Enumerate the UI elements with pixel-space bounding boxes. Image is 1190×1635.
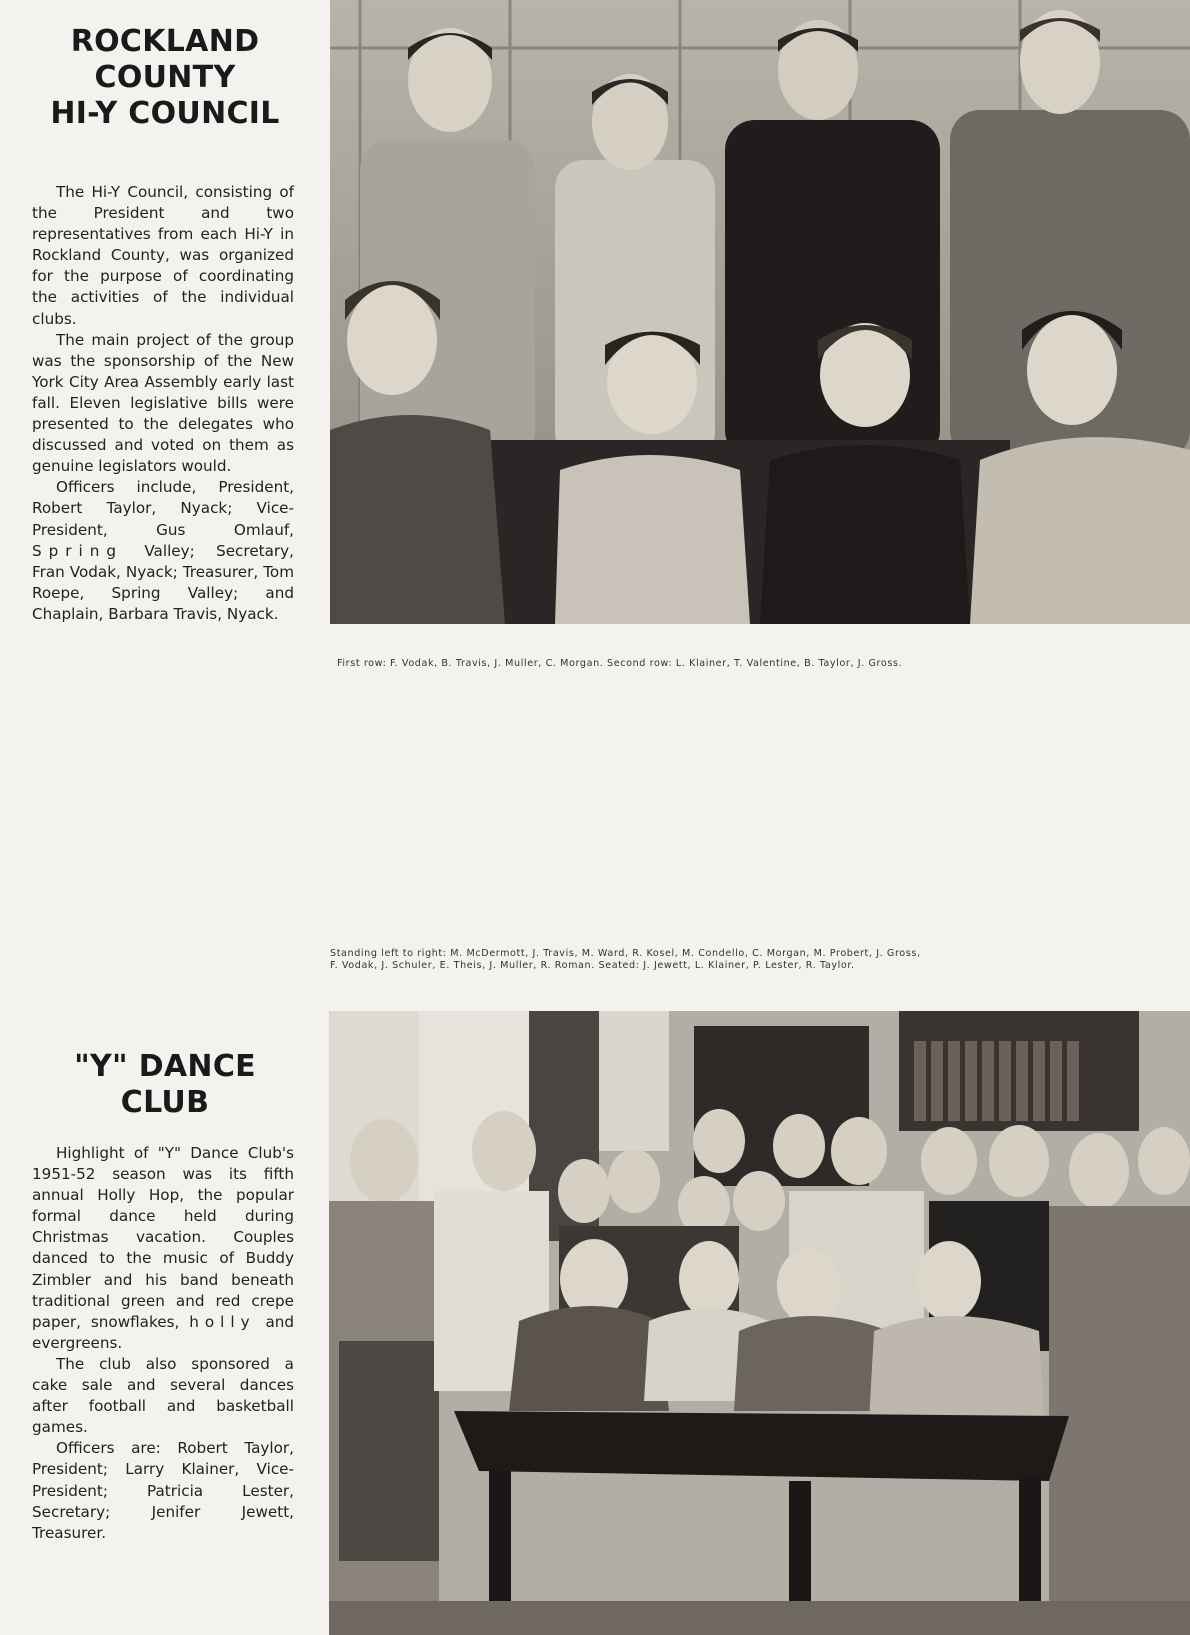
council-heading-line-3: HI-Y COUNCIL [50,96,280,131]
dance-photo-caption [330,948,921,972]
dance-paragraph-3: Officers are: Robert Taylor, President; Larry Klainer, Vice-President; Patricia Lester, Secretary; Jenifer Jewett, Treasurer. [32,1439,294,1542]
dance-heading-line-1: "Y" DANCE [74,1049,256,1084]
council-heading-line-2: COUNTY [94,60,236,95]
council-photo-illustration [330,0,1190,624]
dance-caption-line-2: F. Vodak, J. Schuler, E. Theis, J. Muller, R. Roman. Seated: J. Jewett, L. Klainer, P. Lester, R. Taylor. [330,960,855,971]
dance-paragraph-1 [32,1143,294,1354]
dance-paragraph-1-b: and evergreens. [32,1312,295,1352]
dance-paragraph-2: The club also sponsored a cake sale and several dances after football and basketball games. [32,1354,294,1437]
council-heading-line-1: ROCKLAND [70,24,260,59]
dance-caption-line-1: Standing left to right: M. McDermott, J. Travis, M. Ward, R. Kosel, M. Condello, C. Morgan, M. Probert, J. Gross, [330,948,921,959]
dance-heading [30,1049,300,1121]
council-heading [30,24,300,132]
council-group-photo [330,0,1190,624]
council-article [32,182,294,625]
council-paragraph-3-spaced: Spring [32,541,124,560]
dance-heading-line-2: CLUB [120,1085,210,1120]
dance-paragraph-1-a: Highlight of "Y" Dance Club's 1951-52 season was its fifth annual Holly Hop, the popular formal dance held during Christmas vacation. Couples danced to the music of Buddy Zimbler and his band beneath traditional green and red crepe paper, snowflakes, [32,1144,294,1331]
council-paragraph-3 [32,477,294,625]
dance-paragraph-1-spaced: holly [189,1312,256,1331]
council-paragraph-1: The Hi-Y Council, consisting of the President and two representatives from each Hi-Y in Rockland County, was organized for the purpose of coordinating the activities of the individual clubs. [32,183,294,328]
dance-article [32,1143,294,1544]
dance-photo-illustration [329,1011,1190,1635]
council-photo-caption: First row: F. Vodak, B. Travis, J. Muller, C. Morgan. Second row: L. Klainer, T. Valentine, B. Taylor, J. Gross. [337,658,903,669]
council-paragraph-2: The main project of the group was the sponsorship of the New York City Area Assembly early last fall. Eleven legislative bills were presented to the delegates who discussed and voted on them as genuine legislators would. [32,330,294,476]
council-paragraph-3-a: Officers include, President, Robert Taylor, Nyack; Vice-President, Gus Omlauf, [32,478,294,539]
dance-club-group-photo [329,1011,1190,1635]
council-paragraph-3-b: Valley; Secretary, Fran Vodak, Nyack; Treasurer, Tom Roepe, Spring Valley; and Chaplain, Barbara Travis, Nyack. [32,541,294,623]
